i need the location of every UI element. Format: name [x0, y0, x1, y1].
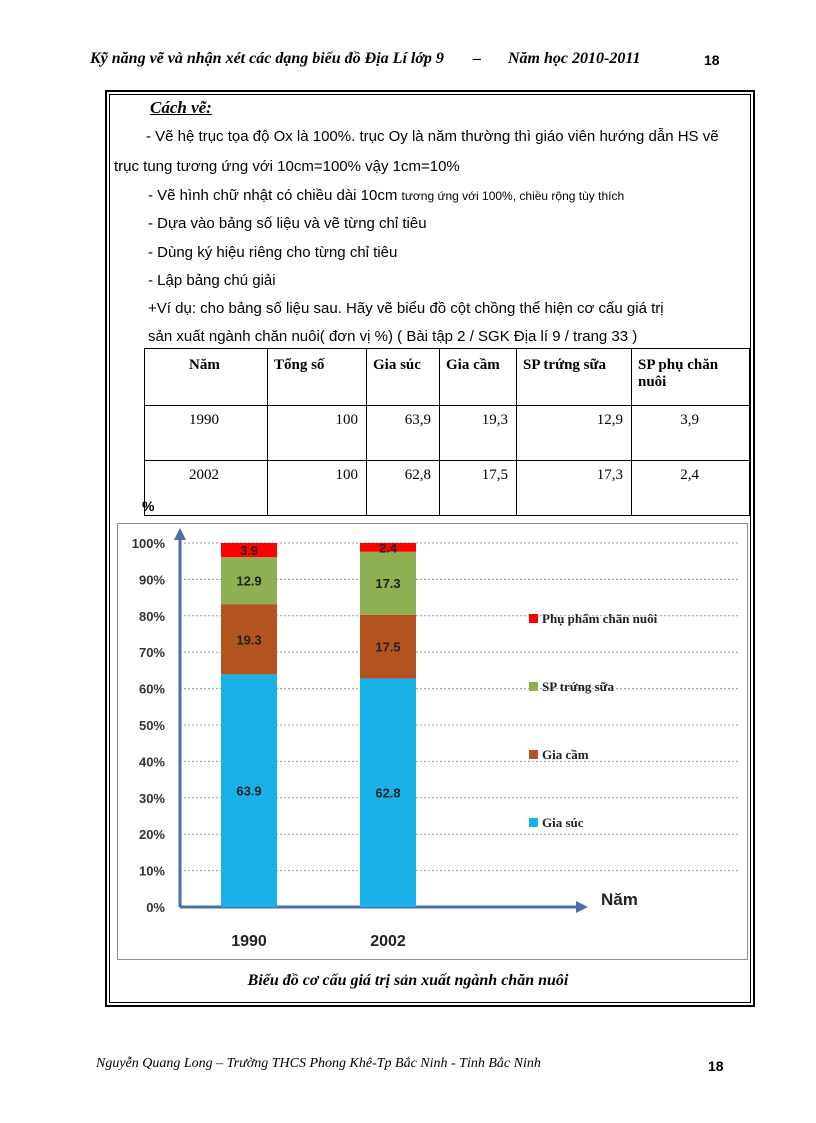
y-tick-label: 70%: [138, 645, 165, 661]
legend-label: Gia súc: [542, 815, 584, 830]
y-tick-label: 20%: [138, 827, 165, 843]
y-tick-label: 40%: [138, 754, 165, 770]
y-tick-label: 30%: [138, 790, 165, 806]
table-cell: 3,9: [632, 406, 750, 461]
y-tick-label: 60%: [138, 681, 165, 697]
table-header-cell: Gia súc: [367, 349, 440, 406]
section-heading: Cách vẽ:: [150, 98, 212, 117]
table-cell: 19,3: [440, 406, 517, 461]
table-cell: 17,3: [517, 461, 632, 516]
text-line-4: - Dựa vào bảng số liệu và vẽ từng chỉ tiêu: [148, 215, 427, 232]
legend-swatch: [529, 818, 538, 827]
legend-swatch: [529, 750, 538, 759]
table-cell: 100: [268, 461, 367, 516]
y-tick-label: 80%: [138, 608, 165, 624]
chart-caption: Biểu đồ cơ cấu giá trị sản xuất ngành chăn nuôi: [247, 972, 569, 989]
text-line-7: +Ví dụ: cho bảng số liệu sau. Hãy vẽ biểu đồ cột chồng thể hiện cơ cấu giá trị: [148, 300, 664, 317]
y-tick-label: 50%: [138, 718, 165, 733]
table-cell: 63,9: [367, 406, 440, 461]
y-axis-unit-label: %: [142, 498, 155, 514]
y-tick-label: 0%: [146, 900, 165, 915]
legend-swatch: [529, 614, 538, 623]
table-cell: 1990: [145, 406, 268, 461]
x-tick-label: 2002: [370, 933, 406, 950]
table-cell: 12,9: [517, 406, 632, 461]
text-line-2: trục tung tương ứng với 10cm=100% vậy 1cm=10%: [114, 158, 460, 175]
header-dash: –: [473, 50, 481, 67]
text-line-8: sản xuất ngành chăn nuôi( đơn vị %) ( Bài tập 2 / SGK Địa lí 9 / trang 33 ): [148, 328, 638, 345]
legend-label: Gia cầm: [542, 747, 589, 762]
legend-swatch: [529, 682, 538, 691]
bar-data-label: 62.8: [375, 785, 401, 801]
table-header-cell: Năm: [145, 349, 268, 406]
text-line-3b: tương ứng với 100%, chiều rộng tùy thích: [401, 189, 625, 203]
text-line-5: - Dùng ký hiệu riêng cho từng chỉ tiêu: [148, 244, 398, 261]
table-cell: 100: [268, 406, 367, 461]
y-axis-arrow: [174, 528, 186, 540]
text-line-3a: - Vẽ hình chữ nhật có chiều dài 10cm: [148, 187, 398, 204]
legend-label: SP trứng sữa: [542, 679, 614, 694]
bar-data-label: 3.9: [239, 543, 259, 559]
table-cell: 62,8: [367, 461, 440, 516]
footer-author: Nguyễn Quang Long – Trường THCS Phong Khê-Tp Bắc Ninh - Tỉnh Bắc Ninh: [96, 1056, 541, 1071]
legend-label: Phụ phẩm chăn nuôi: [542, 611, 658, 626]
header-page-number: 18: [704, 52, 720, 68]
x-axis-title: Năm: [601, 890, 638, 909]
footer-page-number: 18: [708, 1058, 724, 1074]
y-tick-label: 90%: [138, 572, 165, 588]
page-footer: [96, 1056, 736, 1072]
table-cell: 2,4: [632, 461, 750, 516]
bar-data-label: 2.4: [378, 540, 398, 556]
bar-data-label: 12.9: [236, 573, 262, 589]
header-title: Kỹ năng vẽ và nhận xét các dạng biểu đồ Địa Lí lớp 9: [90, 50, 444, 67]
x-axis-arrow: [576, 901, 588, 913]
bar-data-label: 17.5: [375, 639, 401, 655]
table-header-cell: SP trứng sữa: [517, 349, 632, 406]
x-tick-label: 1990: [231, 933, 267, 950]
bar-data-label: 19.3: [236, 632, 262, 648]
table-header-cell: SP phụ chăn nuôi: [632, 349, 750, 406]
header-year: Năm học 2010-2011: [508, 50, 641, 67]
y-tick-label: 10%: [138, 863, 165, 879]
table-cell: 17,5: [440, 461, 517, 516]
bar-data-label: 63.9: [236, 783, 262, 799]
table-header-cell: Gia cầm: [440, 349, 517, 406]
text-line-6: - Lập bảng chú giải: [148, 272, 276, 289]
table-header-cell: Tổng số: [268, 349, 367, 406]
table-cell: 2002: [145, 461, 268, 516]
text-line-1: - Vẽ hệ trục tọa độ Ox là 100%. trục Oy là năm thường thì giáo viên hướng dẫn HS vẽ: [146, 128, 719, 145]
y-tick-label: 100%: [131, 536, 165, 551]
bar-data-label: 17.3: [375, 576, 401, 592]
